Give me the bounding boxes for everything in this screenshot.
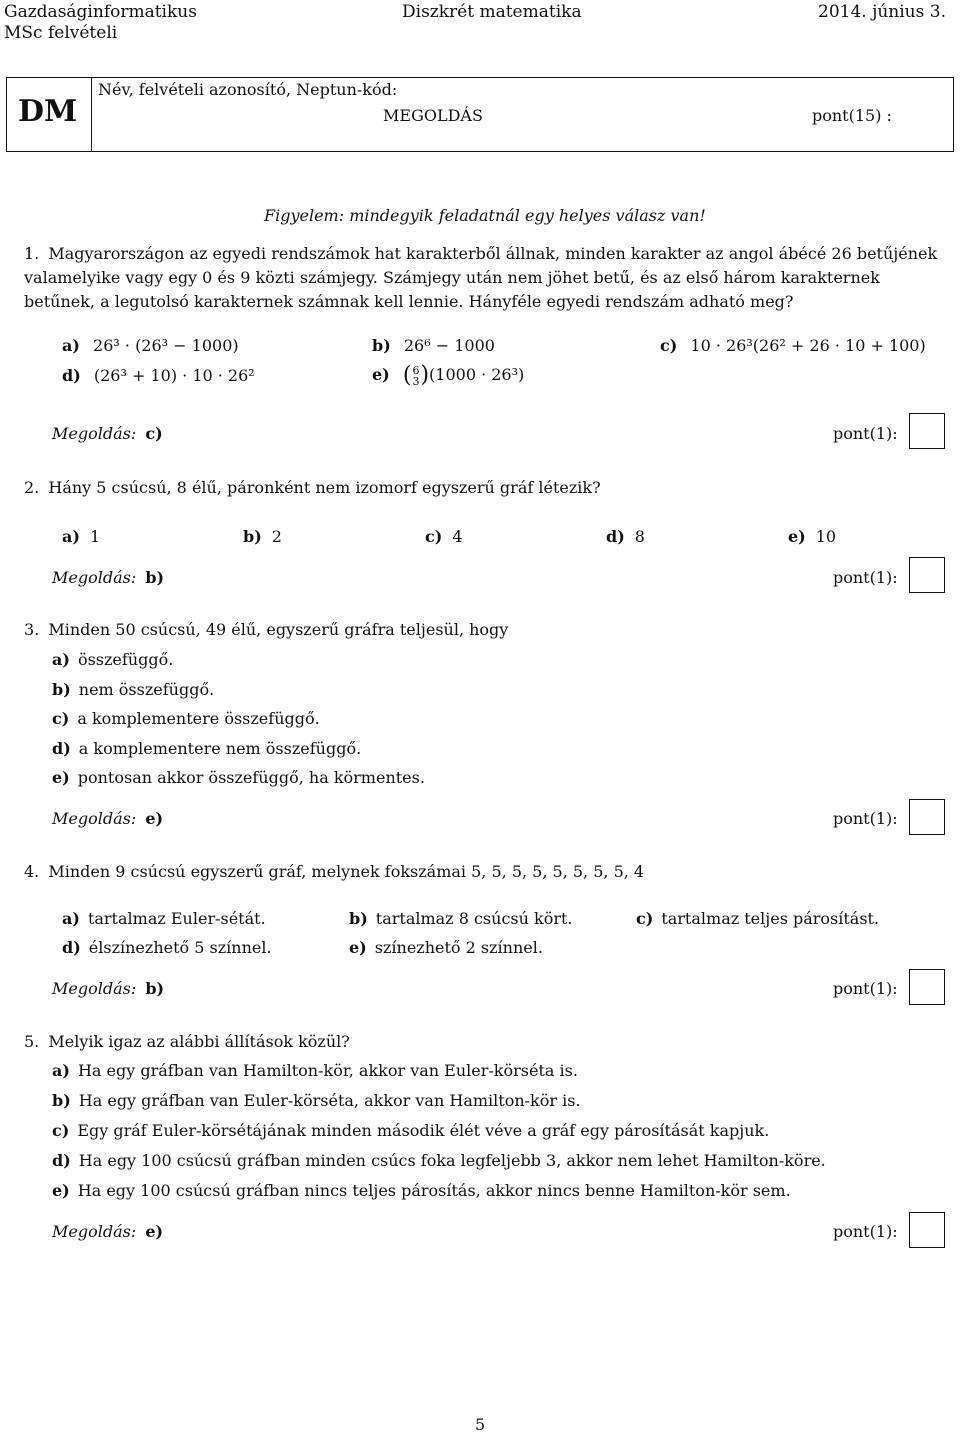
q2-option-d: d) 8 xyxy=(606,527,645,546)
q5-option-d: d) Ha egy 100 csúcsú gráfban minden csúcs foka legfeljebb 3, akkor nem lehet Hamilton-köre. xyxy=(52,1151,826,1170)
header-left-line2: MSc felvételi xyxy=(4,23,118,43)
q4-points-label: pont(1): xyxy=(833,979,898,998)
q5-points-box[interactable] xyxy=(909,1212,945,1248)
q3-option-a: a) összefüggő. xyxy=(52,650,174,669)
q1-points-label: pont(1): xyxy=(833,424,898,443)
q3-option-e: e) pontosan akkor összefüggő, ha körmentes. xyxy=(52,768,425,787)
q1-option-b: b) 26⁶ − 1000 xyxy=(372,336,495,355)
q5-solution: Megoldás: e) xyxy=(52,1222,164,1241)
q1-answer: c) xyxy=(145,424,163,443)
name-box-value: MEGOLDÁS xyxy=(383,106,483,125)
q5-points-label: pont(1): xyxy=(833,1222,898,1241)
q2-points-label: pont(1): xyxy=(833,568,898,587)
notice-text: Figyelem: mindegyik feladatnál egy helyes válasz van! xyxy=(264,206,706,225)
header-left-line1: Gazdaságinformatikus xyxy=(4,2,197,22)
q3-solution: Megoldás: e) xyxy=(52,809,164,828)
q4-answer: b) xyxy=(145,979,165,998)
q3-option-b: b) nem összefüggő. xyxy=(52,680,215,699)
q3-option-c: c) a komplementere összefüggő. xyxy=(52,709,320,728)
q1-text-line1 xyxy=(24,242,937,266)
q5-option-a: a) Ha egy gráfban van Hamilton-kör, akkor van Euler-körséta is. xyxy=(52,1061,578,1080)
q1-text-1: Magyarországon az egyedi rendszámok hat karakterből állnak, minden karakter az angol ábécé 26 betűjének xyxy=(48,244,938,263)
course-code: DM xyxy=(18,94,78,129)
name-box-label: Név, felvételi azonosító, Neptun-kód: xyxy=(98,80,398,99)
header-date: 2014. június 3. xyxy=(818,2,946,22)
q4-option-c: c) tartalmaz teljes párosítást. xyxy=(636,909,880,928)
q1-option-c: c) 10 · 26³(26² + 26 · 10 + 100) xyxy=(660,336,926,355)
q2-option-c: c) 4 xyxy=(425,527,463,546)
q4-option-e: e) színezhető 2 színnel. xyxy=(349,938,543,957)
q5-text: 5. Melyik igaz az alábbi állítások közül? xyxy=(24,1032,350,1051)
q2-option-a: a) 1 xyxy=(62,527,101,546)
q1-number: 1. xyxy=(24,244,40,263)
q3-option-d: d) a komplementere nem összefüggő. xyxy=(52,739,362,758)
q1-option-d: d) (26³ + 10) · 10 · 26² xyxy=(62,366,255,385)
total-points-label: pont(15) : xyxy=(812,106,892,125)
q1-option-e: e) (6 3)(1000 · 26³) xyxy=(372,362,525,388)
q5-option-e: e) Ha egy 100 csúcsú gráfban nincs teljes párosítás, akkor nincs benne Hamilton-kör sem. xyxy=(52,1181,791,1200)
q4-option-b: b) tartalmaz 8 csúcsú kört. xyxy=(349,909,573,928)
q1-text-line3: betűnek, a legutolsó karakternek számnak kell lennie. Hányféle egyedi rendszám adható meg? xyxy=(24,292,794,311)
q4-solution: Megoldás: b) xyxy=(52,979,165,998)
q4-option-d: d) élszínezhető 5 színnel. xyxy=(62,938,272,957)
q1-points-box[interactable] xyxy=(909,413,945,449)
q3-points-box[interactable] xyxy=(909,799,945,835)
q2-solution: Megoldás: b) xyxy=(52,568,165,587)
q5-answer: e) xyxy=(145,1222,164,1241)
q2-answer: b) xyxy=(145,568,165,587)
q1-option-a: a) 26³ · (26³ − 1000) xyxy=(62,336,239,355)
q5-option-b: b) Ha egy gráfban van Euler-körséta, akkor van Hamilton-kör is. xyxy=(52,1091,581,1110)
q4-points-box[interactable] xyxy=(909,969,945,1005)
q2-option-b: b) 2 xyxy=(243,527,282,546)
q2-text: 2. Hány 5 csúcsú, 8 élű, páronként nem izomorf egyszerű gráf létezik? xyxy=(24,478,601,497)
q2-option-e: e) 10 xyxy=(788,527,837,546)
q4-option-a: a) tartalmaz Euler-sétát. xyxy=(62,909,266,928)
q4-text: 4. Minden 9 csúcsú egyszerű gráf, melynek fokszámai 5, 5, 5, 5, 5, 5, 5, 5, 4 xyxy=(24,862,645,881)
q1-solution: Megoldás: c) xyxy=(52,424,163,443)
q2-points-box[interactable] xyxy=(909,557,945,593)
name-box-divider xyxy=(91,77,92,152)
q5-option-c: c) Egy gráf Euler-körsétájának minden második élét véve a gráf egy párosítását kapjuk. xyxy=(52,1121,770,1140)
q3-answer: e) xyxy=(145,809,164,828)
page-number: 5 xyxy=(475,1415,486,1434)
header-center: Diszkrét matematika xyxy=(402,2,582,22)
q1-text-line2: valamelyike vagy egy 0 és 9 közti számjegy. Számjegy után nem jöhet betű, és az első három karakternek xyxy=(24,268,880,287)
q3-points-label: pont(1): xyxy=(833,809,898,828)
q3-text: 3. Minden 50 csúcsú, 49 élű, egyszerű gráfra teljesül, hogy xyxy=(24,620,509,639)
